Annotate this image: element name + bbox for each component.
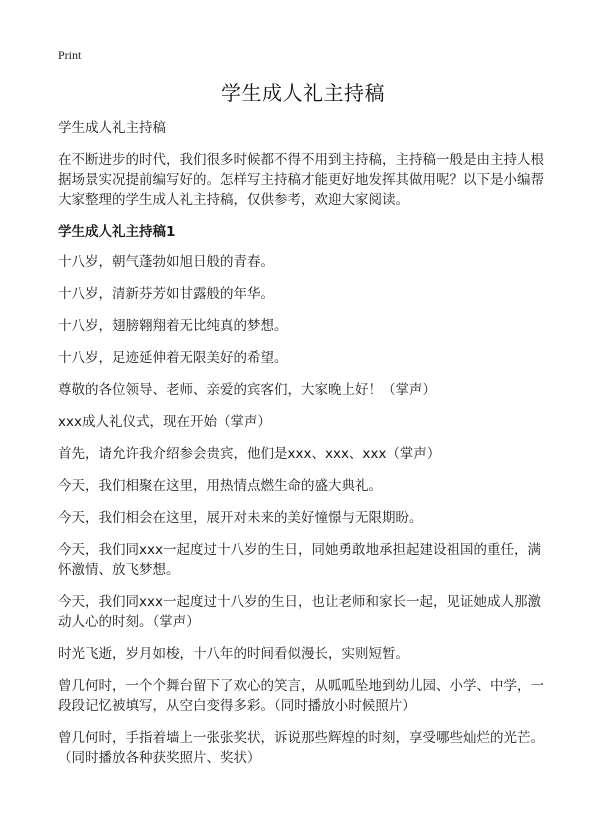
body-paragraph: 尊敬的各位领导、老师、亲爱的宾客们，大家晚上好！（掌声）	[58, 382, 436, 398]
body-paragraph: 十八岁，足迹延伸着无限美好的希望。	[58, 350, 288, 366]
body-paragraph: xxx成人礼仪式，现在开始（掌声）	[58, 414, 271, 430]
body-paragraph: 十八岁，清新芬芳如甘露般的年华。	[58, 286, 274, 302]
body-paragraph: 今天，我们同xxx一起度过十八岁的生日，也让老师和家长一起，见证她成人那激动人心的时刻。（掌声）	[58, 594, 541, 630]
body-paragraph: 今天，我们相聚在这里，用热情点燃生命的盛大典礼。	[58, 478, 382, 494]
print-label[interactable]: Print	[58, 48, 82, 62]
body-paragraph: 今天，我们同xxx一起度过十八岁的生日，同她勇敢地承担起建设祖国的重任，满怀激情、放飞梦想。	[58, 542, 541, 578]
intro-paragraph: 在不断进步的时代，我们很多时候都不得不用到主持稿，主持稿一般是由主持人根据场景实况提前编写好的。怎样写主持稿才能更好地发挥其做用呢？以下是小编帮大家整理的学生成人礼主持稿，仅供参考，欢迎大家阅读。	[58, 152, 544, 208]
body-paragraph: 十八岁，朝气蓬勃如旭日般的青春。	[58, 254, 274, 270]
body-paragraph: 曾几何时，一个个舞台留下了欢心的笑言，从呱呱坠地到幼儿园、小学、中学，一段段记忆被填写，从空白变得多彩。（同时播放小时候照片）	[58, 678, 544, 714]
body-paragraph: 十八岁，翅膀翱翔着无比纯真的梦想。	[58, 318, 288, 334]
body-paragraph: 曾几何时，手指着墙上一张张奖状，诉说那些辉煌的时刻，享受哪些灿烂的光芒。（同时播放各种获奖照片、奖状）	[58, 730, 544, 766]
body-paragraph: 时光飞逝，岁月如梭，十八年的时间看似漫长，实则短暂。	[58, 646, 409, 662]
document-title: 学生成人礼主持稿	[221, 81, 385, 105]
body-paragraph: 今天，我们相会在这里，展开对未来的美好憧憬与无限期盼。	[58, 510, 423, 526]
document-subtitle: 学生成人礼主持稿	[58, 120, 166, 136]
section-heading: 学生成人礼主持稿1	[58, 224, 176, 240]
body-paragraph: 首先，请允许我介绍参会贵宾，他们是xxx、xxx、xxx（掌声）	[58, 446, 441, 462]
